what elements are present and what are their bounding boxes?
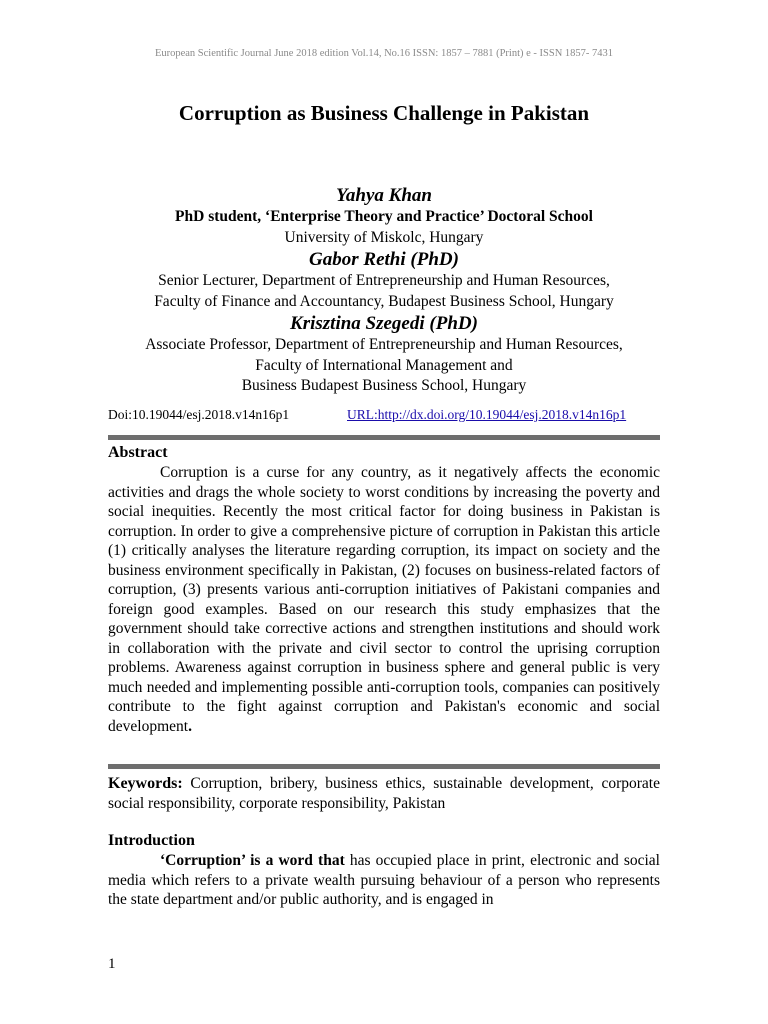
author-1-affiliation-role: PhD student, ‘Enterprise Theory and Practice’ Doctoral School [175,208,593,225]
running-head: European Scientific Journal June 2018 edition Vol.14, No.16 ISSN: 1857 – 7881 (Print) e - ISSN 1857- 7431 [154,48,614,59]
author-2-affiliation-line-2: Faculty of Finance and Accountancy, Budapest Business School, Hungary [154,292,614,310]
introduction-text: has occupied place in print, electronic and social media which refers to a private wealth pursuing behaviour of a person who represents the state department and/or public authority, and is engaged in [108,852,660,908]
doi-text: Doi:10.19044/esj.2018.v14n16p1 [108,407,290,422]
author-name-3: Krisztina Szegedi (PhD) [290,313,478,334]
abstract-body [108,463,660,736]
author-block [0,184,768,397]
abstract-end-period: . [188,717,192,735]
page-number: 1 [108,956,116,972]
author-2-affiliation-line-1: Senior Lecturer, Department of Entrepreneurship and Human Resources, [158,272,610,289]
author-3-affiliation-line-1: Associate Professor, Department of Entrepreneurship and Human Resources, [145,336,623,353]
introduction-body [108,851,660,910]
section-divider-top [108,435,660,440]
author-name-1: Yahya Khan [336,185,432,206]
keywords-label: Keywords: [108,775,183,792]
introduction-lead: ‘Corruption’ is a word that [160,852,345,869]
author-3-affiliation-line-2: Faculty of International Management and [255,356,513,374]
abstract-heading: Abstract [108,444,168,461]
author-1-affiliation-institution: University of Miskolc, Hungary [284,228,484,246]
doi-row [108,407,660,423]
doi-url-link[interactable]: URL:http://dx.doi.org/10.19044/esj.2018.v14n16p1 [347,407,627,422]
section-divider-bottom [108,764,660,769]
introduction-heading: Introduction [108,832,195,849]
author-3-affiliation-line-3: Business Budapest Business School, Hungary [241,377,527,394]
author-name-2: Gabor Rethi (PhD) [309,249,459,270]
keywords-paragraph [108,774,660,813]
abstract-text: Corruption is a curse for any country, as it negatively affects the economic activities and drags the whole society to worst conditions by increasing the poverty and social inequities. Recently the most critical factor for doing business in Pakistan is corruption. In order to give a comprehensive picture of corruption in Pakistan this article (1) critically analyses the literature regarding corruption, its impact on society and the business environment specifically in Pakistan, (2) focuses on business-related factors of corruption, (3) presents various anti-corruption initiatives of Pakistani companies and foreign good examples. Based on our research this study emphasizes that the government should take corrective actions and strengthen institutions and should work in collaboration with the private and civil sector to control the uprising corruption problems. Awareness against corruption in business sphere and general public is very much needed and implementing possible anti-corruption tools, companies can positively contribute to the fight against corruption and Pakistan's economic and social development [108,464,660,735]
paper-title: Corruption as Business Challenge in Pakistan [178,101,590,125]
keywords-text: Corruption, bribery, business ethics, sustainable development, corporate social responsibility, corporate responsibility, Pakistan [108,775,660,812]
